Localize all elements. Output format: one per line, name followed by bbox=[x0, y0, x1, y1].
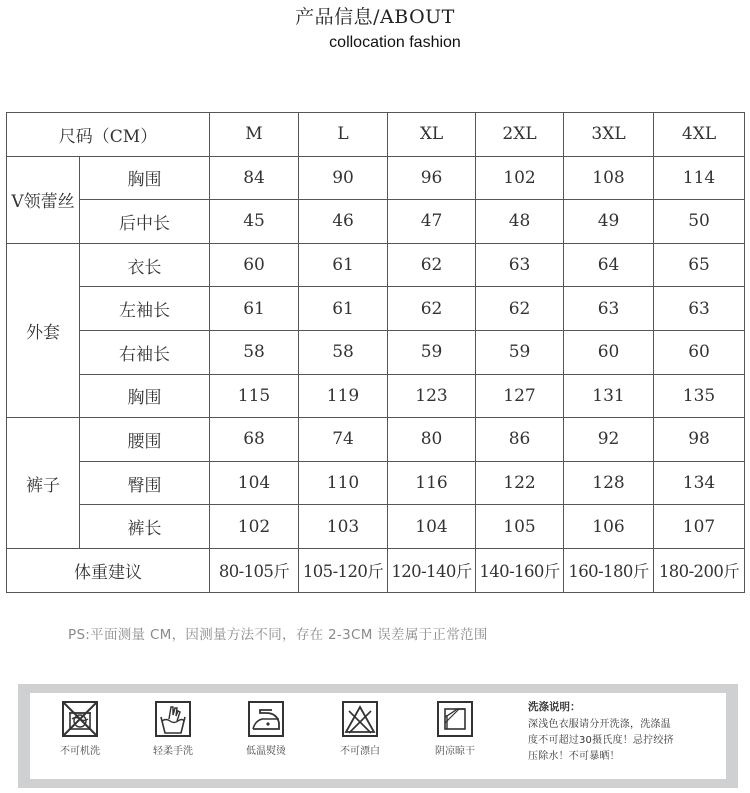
measurement-label: 左袖长 bbox=[80, 287, 210, 331]
measurement-value: 122 bbox=[476, 461, 564, 505]
measurement-value: 119 bbox=[299, 374, 388, 418]
measurement-value: 115 bbox=[210, 374, 299, 418]
care-label: 轻柔手洗 bbox=[153, 746, 193, 757]
measurement-value: 61 bbox=[210, 287, 299, 331]
measurement-value: 74 bbox=[299, 418, 388, 462]
measurement-value: 98 bbox=[654, 418, 745, 462]
no-machine-wash-icon bbox=[60, 699, 100, 739]
measurement-value: 102 bbox=[210, 505, 299, 549]
care-panel bbox=[18, 684, 738, 788]
measurement-value: 63 bbox=[476, 243, 564, 287]
weight-value: 180-200斤 bbox=[654, 548, 745, 592]
measurement-value: 68 bbox=[210, 418, 299, 462]
measurement-value: 84 bbox=[210, 156, 299, 200]
measurement-value: 86 bbox=[476, 418, 564, 462]
size-corner-label: 尺码（CM） bbox=[7, 113, 210, 157]
measurement-value: 61 bbox=[299, 287, 388, 331]
measurement-label: 腰围 bbox=[80, 418, 210, 462]
measurement-value: 131 bbox=[564, 374, 654, 418]
wash-instructions-body bbox=[528, 717, 724, 765]
measurement-value: 134 bbox=[654, 461, 745, 505]
care-label: 不可机洗 bbox=[60, 746, 100, 757]
measurement-value: 114 bbox=[654, 156, 745, 200]
measurement-value: 128 bbox=[564, 461, 654, 505]
measurement-value: 59 bbox=[388, 330, 476, 374]
measurement-value: 107 bbox=[654, 505, 745, 549]
measurement-value: 61 bbox=[299, 243, 388, 287]
weight-row bbox=[7, 548, 745, 592]
measurement-value: 59 bbox=[476, 330, 564, 374]
measurement-value: 135 bbox=[654, 374, 745, 418]
low-temp-iron-icon bbox=[246, 699, 286, 739]
garment-category: V领蕾丝 bbox=[7, 156, 80, 243]
care-item-machine-wash bbox=[50, 699, 110, 757]
measurement-value: 110 bbox=[299, 461, 388, 505]
measurement-value: 46 bbox=[299, 200, 388, 244]
garment-category: 裤子 bbox=[7, 418, 80, 549]
care-item-bleach bbox=[330, 699, 390, 757]
page-subtitle: collocation fashion bbox=[329, 34, 461, 51]
measurement-value: 60 bbox=[564, 330, 654, 374]
measurement-value: 105 bbox=[476, 505, 564, 549]
measurement-value: 62 bbox=[388, 243, 476, 287]
page-title: 产品信息/ABOUT bbox=[295, 6, 455, 28]
measurement-label: 衣长 bbox=[80, 243, 210, 287]
measurement-value: 60 bbox=[210, 243, 299, 287]
measurement-value: 60 bbox=[654, 330, 745, 374]
size-table bbox=[6, 112, 745, 593]
measurement-value: 64 bbox=[564, 243, 654, 287]
measurement-value: 116 bbox=[388, 461, 476, 505]
care-item-hand-wash bbox=[143, 699, 203, 757]
wash-instructions bbox=[528, 699, 724, 765]
measurement-value: 45 bbox=[210, 200, 299, 244]
measurement-value: 108 bbox=[564, 156, 654, 200]
measurement-row bbox=[7, 374, 745, 418]
measurement-value: 65 bbox=[654, 243, 745, 287]
measurement-label: 胸围 bbox=[80, 156, 210, 200]
measurement-value: 49 bbox=[564, 200, 654, 244]
weight-value: 105-120斤 bbox=[299, 548, 388, 592]
hand-wash-icon bbox=[153, 699, 193, 739]
measurement-label: 右袖长 bbox=[80, 330, 210, 374]
measurement-row bbox=[7, 505, 745, 549]
measurement-value: 50 bbox=[654, 200, 745, 244]
no-bleach-icon bbox=[340, 699, 380, 739]
measurement-row bbox=[7, 156, 745, 200]
measurement-value: 127 bbox=[476, 374, 564, 418]
size-header-cell: L bbox=[299, 113, 388, 157]
weight-value: 160-180斤 bbox=[564, 548, 654, 592]
measurement-label: 胸围 bbox=[80, 374, 210, 418]
measurement-value: 47 bbox=[388, 200, 476, 244]
measurement-value: 58 bbox=[210, 330, 299, 374]
measurement-value: 48 bbox=[476, 200, 564, 244]
care-label: 低温熨烫 bbox=[246, 746, 286, 757]
measurement-value: 106 bbox=[564, 505, 654, 549]
measurement-value: 103 bbox=[299, 505, 388, 549]
care-item-dry bbox=[425, 699, 485, 757]
measurement-label: 后中长 bbox=[80, 200, 210, 244]
measurement-label: 裤长 bbox=[80, 505, 210, 549]
size-header-cell: 3XL bbox=[564, 113, 654, 157]
measurement-value: 63 bbox=[564, 287, 654, 331]
care-label: 不可漂白 bbox=[340, 746, 380, 757]
weight-value: 140-160斤 bbox=[476, 548, 564, 592]
size-header-cell: XL bbox=[388, 113, 476, 157]
measurement-value: 58 bbox=[299, 330, 388, 374]
measurement-value: 80 bbox=[388, 418, 476, 462]
measurement-value: 102 bbox=[476, 156, 564, 200]
size-header-cell: 4XL bbox=[654, 113, 745, 157]
wash-instructions-title: 洗涤说明： bbox=[528, 701, 581, 713]
measurement-row bbox=[7, 200, 745, 244]
care-card bbox=[30, 693, 726, 779]
measurement-row bbox=[7, 243, 745, 287]
measurement-row bbox=[7, 287, 745, 331]
wash-instructions-line: 压除水！不可暴晒！ bbox=[528, 751, 620, 762]
size-header-cell: 2XL bbox=[476, 113, 564, 157]
measurement-label: 臀围 bbox=[80, 461, 210, 505]
size-header-row bbox=[7, 113, 745, 157]
measurement-value: 96 bbox=[388, 156, 476, 200]
measurement-value: 104 bbox=[388, 505, 476, 549]
weight-value: 80-105斤 bbox=[210, 548, 299, 592]
shade-dry-icon bbox=[435, 699, 475, 739]
wash-instructions-line: 深浅色衣服请分开洗涤，洗涤温 bbox=[528, 719, 671, 730]
care-label: 阴凉晾干 bbox=[435, 746, 475, 757]
weight-value: 120-140斤 bbox=[388, 548, 476, 592]
measurement-value: 92 bbox=[564, 418, 654, 462]
weight-label: 体重建议 bbox=[7, 548, 210, 592]
measurement-row bbox=[7, 418, 745, 462]
wash-instructions-line: 度不可超过30摄氏度！忌拧绞挤 bbox=[528, 735, 674, 746]
measurement-value: 90 bbox=[299, 156, 388, 200]
measurement-value: 62 bbox=[388, 287, 476, 331]
measurement-row bbox=[7, 330, 745, 374]
measurement-note: PS:平面测量 CM，因测量方法不同，存在 2-3CM 误差属于正常范围 bbox=[68, 627, 488, 643]
care-item-iron bbox=[236, 699, 296, 757]
measurement-value: 104 bbox=[210, 461, 299, 505]
measurement-value: 123 bbox=[388, 374, 476, 418]
measurement-value: 63 bbox=[654, 287, 745, 331]
measurement-value: 62 bbox=[476, 287, 564, 331]
measurement-row bbox=[7, 461, 745, 505]
size-header-cell: M bbox=[210, 113, 299, 157]
garment-category: 外套 bbox=[7, 243, 80, 417]
